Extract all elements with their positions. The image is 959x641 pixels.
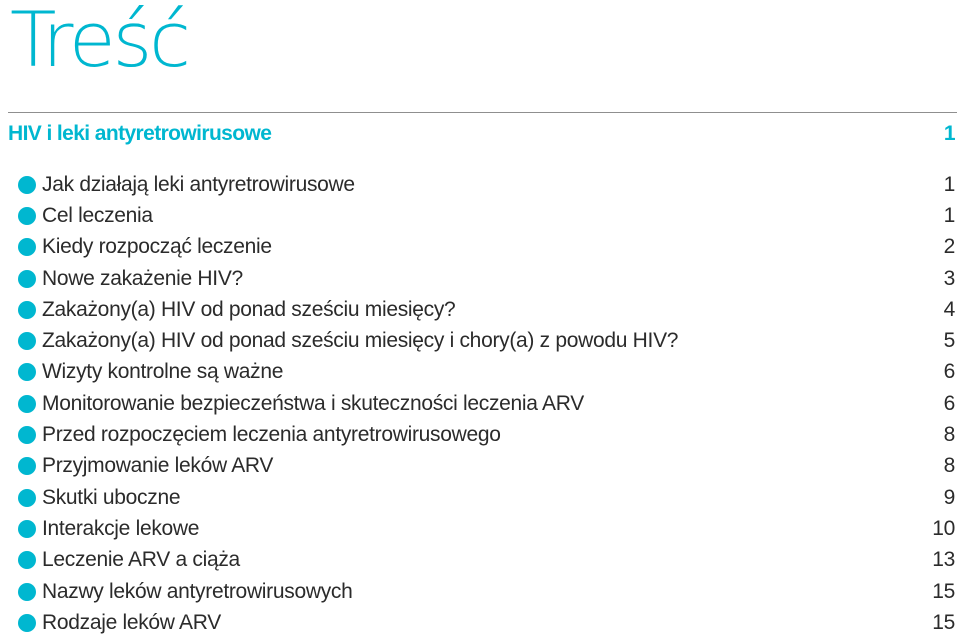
toc-item-label: Monitorowanie bezpieczeństwa i skuteczności leczenia ARV — [42, 391, 584, 415]
toc-item-page: 13 — [932, 548, 955, 572]
toc-item-page: 6 — [943, 360, 955, 384]
toc-item[interactable] — [18, 419, 955, 450]
toc-item[interactable] — [18, 482, 955, 513]
toc-item[interactable] — [18, 325, 955, 356]
toc-item-label: Nowe zakażenie HIV? — [42, 266, 243, 290]
section-page-number: 1 — [943, 122, 955, 145]
toc-item-page: 3 — [943, 266, 955, 290]
bullet-icon — [18, 207, 36, 225]
toc-item-label: Skutki uboczne — [42, 485, 181, 509]
bullet-icon — [18, 551, 36, 569]
toc-item-label: Kiedy rozpocząć leczenie — [42, 235, 272, 259]
toc-item[interactable] — [18, 576, 955, 607]
toc-item-label: Zakażony(a) HIV od ponad sześciu miesięcy? — [42, 297, 456, 321]
toc-item-page: 8 — [943, 423, 955, 447]
toc-item-page: 9 — [943, 485, 955, 509]
toc-item[interactable] — [18, 513, 955, 544]
toc-item-page: 10 — [932, 516, 955, 540]
bullet-icon — [18, 489, 36, 507]
toc-item-label: Leczenie ARV a ciąża — [42, 548, 240, 572]
bullet-icon — [18, 583, 36, 601]
bullet-icon — [18, 395, 36, 413]
toc-item-page: 6 — [943, 391, 955, 415]
bullet-icon — [18, 520, 36, 538]
toc-item[interactable] — [18, 607, 955, 638]
toc-item-page: 5 — [943, 329, 955, 353]
toc-item-label: Wizyty kontrolne są ważne — [42, 360, 284, 384]
divider — [8, 112, 957, 113]
toc-item[interactable] — [18, 451, 955, 482]
toc-item-page: 2 — [943, 235, 955, 259]
toc-item-label: Przed rozpoczęciem leczenia antyretrowirusowego — [42, 423, 501, 447]
bullet-icon — [18, 238, 36, 256]
bullet-icon — [18, 614, 36, 632]
section-heading[interactable] — [8, 120, 955, 148]
toc-item[interactable] — [18, 263, 955, 294]
section-title: HIV i leki antyretrowirusowe — [8, 122, 272, 145]
bullet-icon — [18, 426, 36, 444]
bullet-icon — [18, 301, 36, 319]
bullet-icon — [18, 332, 36, 350]
toc-item-page: 15 — [932, 579, 955, 603]
toc-item-label: Cel leczenia — [42, 203, 153, 227]
toc-item[interactable] — [18, 294, 955, 325]
toc-item-label: Jak działają leki antyretrowirusowe — [42, 172, 355, 196]
toc-item-page: 8 — [943, 454, 955, 478]
toc-item-page: 15 — [932, 610, 955, 634]
toc-item[interactable] — [18, 388, 955, 419]
toc-item-page: 4 — [943, 297, 955, 321]
bullet-icon — [18, 457, 36, 475]
bullet-icon — [18, 176, 36, 194]
toc-item[interactable] — [18, 232, 955, 263]
toc-item-label: Przyjmowanie leków ARV — [42, 454, 274, 478]
toc-item-label: Rodzaje leków ARV — [42, 610, 221, 634]
toc-item[interactable] — [18, 169, 955, 200]
page-title: Treść — [10, 0, 188, 84]
toc-item[interactable] — [18, 200, 955, 231]
toc-item-page: 1 — [943, 172, 955, 196]
toc-item[interactable] — [18, 545, 955, 576]
bullet-icon — [18, 363, 36, 381]
toc-item-label: Nazwy leków antyretrowirusowych — [42, 579, 353, 603]
toc-item-page: 1 — [943, 203, 955, 227]
toc-item[interactable] — [18, 357, 955, 388]
toc-item-label: Interakcje lekowe — [42, 516, 200, 540]
bullet-icon — [18, 270, 36, 288]
toc-item-label: Zakażony(a) HIV od ponad sześciu miesięcy i chory(a) z powodu HIV? — [42, 329, 679, 353]
toc-list — [18, 169, 955, 638]
